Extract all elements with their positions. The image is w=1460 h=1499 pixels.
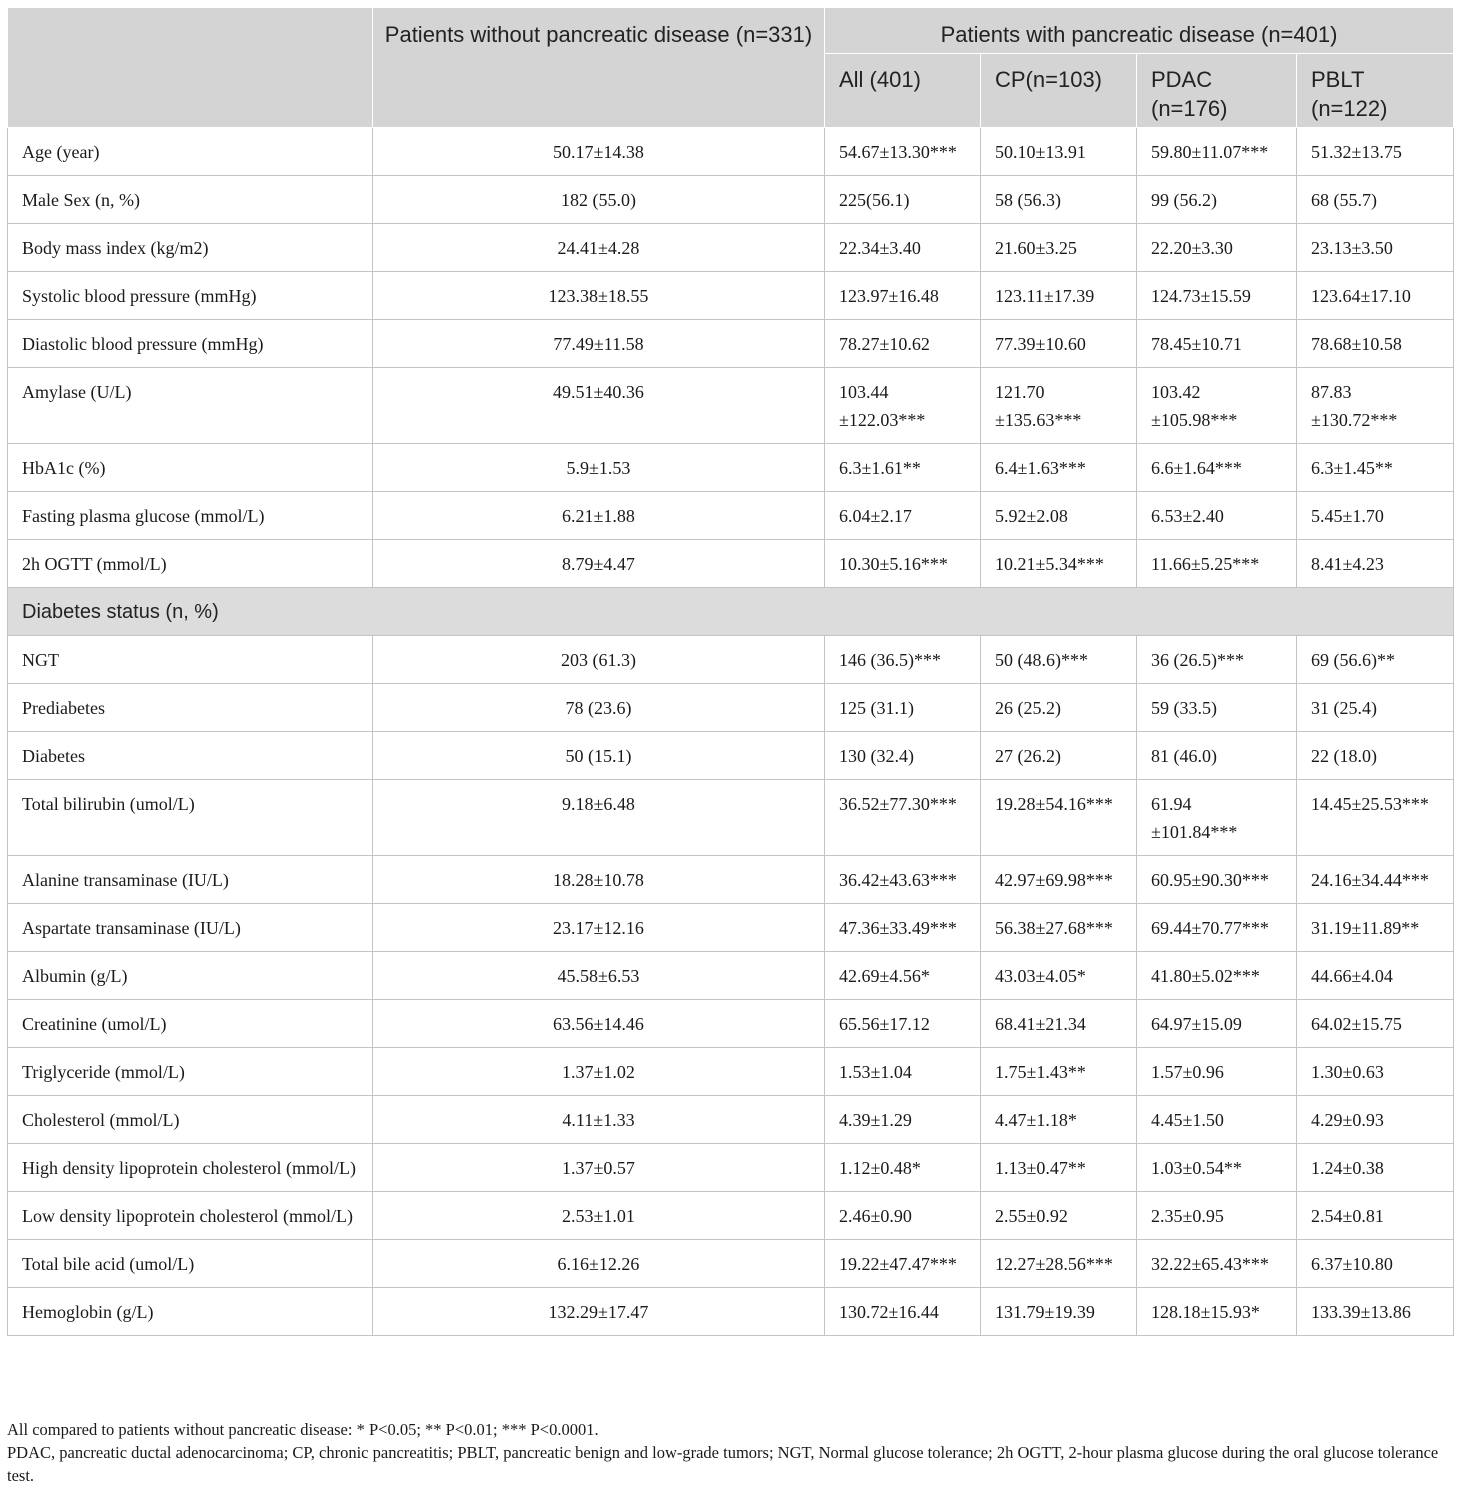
row-label: Hemoglobin (g/L) — [8, 1288, 373, 1336]
table-row — [8, 224, 1454, 272]
table-cell: 182 (55.0) — [373, 176, 825, 224]
row-label: Amylase (U/L) — [8, 368, 373, 444]
table-cell: 103.42 ±105.98*** — [1137, 368, 1297, 444]
table-row — [8, 1192, 1454, 1240]
table-cell: 203 (61.3) — [373, 636, 825, 684]
table-cell: 77.49±11.58 — [373, 320, 825, 368]
table-row — [8, 1048, 1454, 1096]
table-cell: 4.29±0.93 — [1297, 1096, 1454, 1144]
table-cell: 1.37±1.02 — [373, 1048, 825, 1096]
table-cell: 6.3±1.45** — [1297, 444, 1454, 492]
row-label: Triglyceride (mmol/L) — [8, 1048, 373, 1096]
row-label: Cholesterol (mmol/L) — [8, 1096, 373, 1144]
table-cell: 1.37±0.57 — [373, 1144, 825, 1192]
table-cell: 41.80±5.02*** — [1137, 952, 1297, 1000]
table-cell: 64.02±15.75 — [1297, 1000, 1454, 1048]
row-label: Fasting plasma glucose (mmol/L) — [8, 492, 373, 540]
table-row — [8, 444, 1454, 492]
row-label: Male Sex (n, %) — [8, 176, 373, 224]
table-cell: 6.53±2.40 — [1137, 492, 1297, 540]
row-label: Diabetes — [8, 732, 373, 780]
row-label: Body mass index (kg/m2) — [8, 224, 373, 272]
table-cell: 78.27±10.62 — [825, 320, 981, 368]
row-label: NGT — [8, 636, 373, 684]
table-cell: 68.41±21.34 — [981, 1000, 1137, 1048]
table-cell: 65.56±17.12 — [825, 1000, 981, 1048]
table-row — [8, 856, 1454, 904]
table-row — [8, 952, 1454, 1000]
table-cell: 14.45±25.53*** — [1297, 780, 1454, 856]
row-label: Creatinine (umol/L) — [8, 1000, 373, 1048]
table-cell: 124.73±15.59 — [1137, 272, 1297, 320]
table-cell: 36.52±77.30*** — [825, 780, 981, 856]
table-cell: 18.28±10.78 — [373, 856, 825, 904]
row-label: Albumin (g/L) — [8, 952, 373, 1000]
row-label: Prediabetes — [8, 684, 373, 732]
table-cell: 8.79±4.47 — [373, 540, 825, 588]
section-label: Diabetes status (n, %) — [8, 588, 1454, 636]
table-row — [8, 1288, 1454, 1336]
table-cell: 132.29±17.47 — [373, 1288, 825, 1336]
table-row — [8, 368, 1454, 444]
table-cell: 50 (48.6)*** — [981, 636, 1137, 684]
table-row — [8, 320, 1454, 368]
table-cell: 6.3±1.61** — [825, 444, 981, 492]
table-cell: 6.21±1.88 — [373, 492, 825, 540]
table-cell: 5.45±1.70 — [1297, 492, 1454, 540]
table-cell: 123.64±17.10 — [1297, 272, 1454, 320]
table-cell: 43.03±4.05* — [981, 952, 1137, 1000]
row-label: Alanine transaminase (IU/L) — [8, 856, 373, 904]
table-cell: 24.41±4.28 — [373, 224, 825, 272]
table-cell: 69.44±70.77*** — [1137, 904, 1297, 952]
table-cell: 8.41±4.23 — [1297, 540, 1454, 588]
table-cell: 1.75±1.43** — [981, 1048, 1137, 1096]
table-row — [8, 128, 1454, 176]
table-cell: 9.18±6.48 — [373, 780, 825, 856]
table-cell: 2.53±1.01 — [373, 1192, 825, 1240]
table-cell: 27 (26.2) — [981, 732, 1137, 780]
table-cell: 69 (56.6)** — [1297, 636, 1454, 684]
header-pdac: PDAC (n=176) — [1137, 54, 1297, 128]
table-cell: 31.19±11.89** — [1297, 904, 1454, 952]
table-cell: 1.13±0.47** — [981, 1144, 1137, 1192]
header-pblt: PBLT (n=122) — [1297, 54, 1454, 128]
table-cell: 19.22±47.47*** — [825, 1240, 981, 1288]
row-label: Age (year) — [8, 128, 373, 176]
table-cell: 6.16±12.26 — [373, 1240, 825, 1288]
table-cell: 6.04±2.17 — [825, 492, 981, 540]
table-cell: 2.35±0.95 — [1137, 1192, 1297, 1240]
table-cell: 123.11±17.39 — [981, 272, 1137, 320]
table-cell: 1.57±0.96 — [1137, 1048, 1297, 1096]
table-row — [8, 904, 1454, 952]
table-cell: 60.95±90.30*** — [1137, 856, 1297, 904]
table-cell: 4.45±1.50 — [1137, 1096, 1297, 1144]
table-body — [8, 128, 1454, 1336]
header-without-disease: Patients without pancreatic disease (n=331) — [373, 8, 825, 128]
table-row — [8, 1096, 1454, 1144]
table-cell: 2.54±0.81 — [1297, 1192, 1454, 1240]
table-cell: 5.92±2.08 — [981, 492, 1137, 540]
table-cell: 58 (56.3) — [981, 176, 1137, 224]
table-cell: 64.97±15.09 — [1137, 1000, 1297, 1048]
table-cell: 131.79±19.39 — [981, 1288, 1137, 1336]
table-cell: 68 (55.7) — [1297, 176, 1454, 224]
table-cell: 45.58±6.53 — [373, 952, 825, 1000]
table-cell: 1.24±0.38 — [1297, 1144, 1454, 1192]
table-cell: 42.97±69.98*** — [981, 856, 1137, 904]
table-row — [8, 732, 1454, 780]
table-cell: 123.38±18.55 — [373, 272, 825, 320]
table-cell: 50 (15.1) — [373, 732, 825, 780]
table-cell: 11.66±5.25*** — [1137, 540, 1297, 588]
table-cell: 12.27±28.56*** — [981, 1240, 1137, 1288]
table-cell: 50.10±13.91 — [981, 128, 1137, 176]
row-label: Aspartate transaminase (IU/L) — [8, 904, 373, 952]
table-cell: 6.4±1.63*** — [981, 444, 1137, 492]
row-label: Systolic blood pressure (mmHg) — [8, 272, 373, 320]
table-cell: 87.83 ±130.72*** — [1297, 368, 1454, 444]
table-cell: 130.72±16.44 — [825, 1288, 981, 1336]
table-cell: 2.46±0.90 — [825, 1192, 981, 1240]
section-row — [8, 588, 1454, 636]
table-cell: 49.51±40.36 — [373, 368, 825, 444]
table-cell: 44.66±4.04 — [1297, 952, 1454, 1000]
row-label: High density lipoprotein cholesterol (mmol/L) — [8, 1144, 373, 1192]
row-label: Low density lipoprotein cholesterol (mmol/L) — [8, 1192, 373, 1240]
table-cell: 4.47±1.18* — [981, 1096, 1137, 1144]
table-cell: 21.60±3.25 — [981, 224, 1137, 272]
table-row — [8, 492, 1454, 540]
table-row — [8, 636, 1454, 684]
table-row — [8, 780, 1454, 856]
table-cell: 2.55±0.92 — [981, 1192, 1137, 1240]
table-cell: 10.21±5.34*** — [981, 540, 1137, 588]
row-label: Total bilirubin (umol/L) — [8, 780, 373, 856]
table-row — [8, 540, 1454, 588]
header-empty-cell — [8, 8, 373, 128]
table-cell: 54.67±13.30*** — [825, 128, 981, 176]
table-footnotes — [7, 1418, 1455, 1487]
table-row — [8, 1240, 1454, 1288]
table-cell: 59.80±11.07*** — [1137, 128, 1297, 176]
footnote-abbreviations: PDAC, pancreatic ductal adenocarcinoma; CP, chronic pancreatitis; PBLT, pancreatic benign and low-grade tumors; NGT, Normal glucose tolerance; 2h OGTT, 2-hour plasma glucose during the oral glucose tolerance test. — [7, 1443, 1439, 1485]
table-cell: 125 (31.1) — [825, 684, 981, 732]
footnote-significance: All compared to patients without pancreatic disease: * P<0.05; ** P<0.01; *** P<0.0001. — [7, 1420, 599, 1439]
table-cell: 77.39±10.60 — [981, 320, 1137, 368]
row-label: Diastolic blood pressure (mmHg) — [8, 320, 373, 368]
table-cell: 32.22±65.43*** — [1137, 1240, 1297, 1288]
table-cell: 47.36±33.49*** — [825, 904, 981, 952]
table-cell: 31 (25.4) — [1297, 684, 1454, 732]
table-cell: 24.16±34.44*** — [1297, 856, 1454, 904]
table-cell: 146 (36.5)*** — [825, 636, 981, 684]
table-row — [8, 1144, 1454, 1192]
row-label: HbA1c (%) — [8, 444, 373, 492]
table-cell: 78.68±10.58 — [1297, 320, 1454, 368]
table-cell: 36 (26.5)*** — [1137, 636, 1297, 684]
table-cell: 1.03±0.54** — [1137, 1144, 1297, 1192]
table-cell: 78 (23.6) — [373, 684, 825, 732]
row-label: Total bile acid (umol/L) — [8, 1240, 373, 1288]
table-cell: 130 (32.4) — [825, 732, 981, 780]
table-cell: 50.17±14.38 — [373, 128, 825, 176]
table-row — [8, 1000, 1454, 1048]
table-cell: 1.12±0.48* — [825, 1144, 981, 1192]
table-cell: 22.20±3.30 — [1137, 224, 1297, 272]
table-cell: 22 (18.0) — [1297, 732, 1454, 780]
table-cell: 121.70 ±135.63*** — [981, 368, 1137, 444]
table-cell: 1.53±1.04 — [825, 1048, 981, 1096]
table-row — [8, 684, 1454, 732]
table-cell: 225(56.1) — [825, 176, 981, 224]
table-cell: 19.28±54.16*** — [981, 780, 1137, 856]
table-cell: 59 (33.5) — [1137, 684, 1297, 732]
table-cell: 123.97±16.48 — [825, 272, 981, 320]
header-all: All (401) — [825, 54, 981, 128]
table-cell: 51.32±13.75 — [1297, 128, 1454, 176]
table-cell: 61.94 ±101.84*** — [1137, 780, 1297, 856]
table-cell: 56.38±27.68*** — [981, 904, 1137, 952]
row-label: 2h OGTT (mmol/L) — [8, 540, 373, 588]
table-cell: 6.37±10.80 — [1297, 1240, 1454, 1288]
table-cell: 99 (56.2) — [1137, 176, 1297, 224]
table-row — [8, 272, 1454, 320]
table-row — [8, 176, 1454, 224]
baseline-characteristics-table — [7, 7, 1454, 1336]
table-cell: 26 (25.2) — [981, 684, 1137, 732]
table-cell: 5.9±1.53 — [373, 444, 825, 492]
table-cell: 1.30±0.63 — [1297, 1048, 1454, 1096]
header-cp: CP(n=103) — [981, 54, 1137, 128]
table-cell: 6.6±1.64*** — [1137, 444, 1297, 492]
table-cell: 22.34±3.40 — [825, 224, 981, 272]
table-cell: 63.56±14.46 — [373, 1000, 825, 1048]
table-cell: 128.18±15.93* — [1137, 1288, 1297, 1336]
header-with-disease: Patients with pancreatic disease (n=401) — [825, 8, 1454, 54]
table-cell: 42.69±4.56* — [825, 952, 981, 1000]
table-cell: 4.39±1.29 — [825, 1096, 981, 1144]
table-cell: 23.17±12.16 — [373, 904, 825, 952]
table-cell: 36.42±43.63*** — [825, 856, 981, 904]
table-cell: 81 (46.0) — [1137, 732, 1297, 780]
table-cell: 103.44 ±122.03*** — [825, 368, 981, 444]
table-cell: 4.11±1.33 — [373, 1096, 825, 1144]
table-cell: 23.13±3.50 — [1297, 224, 1454, 272]
table-cell: 10.30±5.16*** — [825, 540, 981, 588]
table-cell: 133.39±13.86 — [1297, 1288, 1454, 1336]
table-cell: 78.45±10.71 — [1137, 320, 1297, 368]
